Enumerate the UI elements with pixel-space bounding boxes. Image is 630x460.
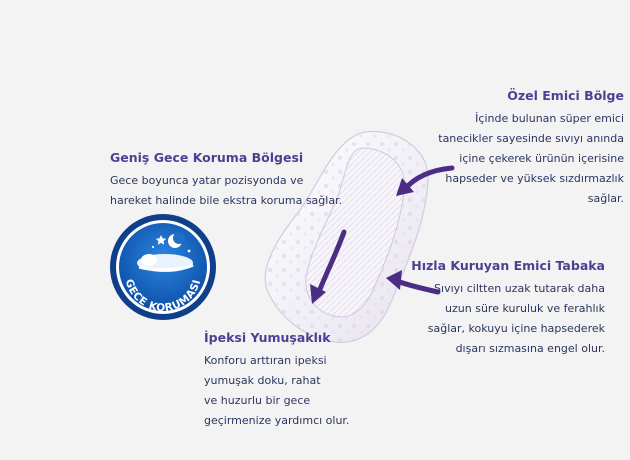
- feature-ozel-emici: [404, 88, 624, 209]
- feature-line: dışarı sızmasına engel olur.: [455, 342, 605, 355]
- feature-line: Gece boyunca yatar pozisyonda ve: [110, 174, 304, 187]
- feature-line: yumuşak doku, rahat: [204, 374, 321, 387]
- badge-text: GECE KORUMASI: [122, 277, 204, 315]
- feature-line: Konforu arttıran ipeksi: [204, 354, 327, 367]
- feature-line: tanecikler sayesinde sıvıyı anında: [438, 132, 624, 145]
- feature-title: İpeksi Yumuşaklık: [204, 330, 331, 345]
- feature-line: içine çekerek ürünün içerisine: [459, 152, 624, 165]
- sleeping-person-icon: [137, 254, 193, 272]
- feature-line: hapseder ve yüksek sızdırmazlık: [445, 172, 624, 185]
- feature-line: sağlar.: [587, 192, 624, 205]
- feature-line: sağlar, kokuyu içine hapsederek: [427, 322, 605, 335]
- feature-hizli-kuruyan: [385, 258, 605, 359]
- feature-line: ve huzurlu bir gece: [204, 394, 311, 407]
- feature-title: Geniş Gece Koruma Bölgesi: [110, 150, 304, 165]
- feature-line: İçinde bulunan süper emici: [475, 112, 624, 125]
- feature-ipeksi: [204, 330, 404, 431]
- feature-line: uzun süre kuruluk ve ferahlık: [445, 302, 605, 315]
- feature-line: hareket halinde bile ekstra koruma sağlar.: [110, 194, 343, 207]
- feature-gece-koruma: [110, 150, 370, 211]
- gece-korumasi-badge: [109, 213, 217, 321]
- feature-title: Özel Emici Bölge: [507, 88, 624, 103]
- feature-line: Sıvıyı ciltten uzak tutarak daha: [434, 282, 605, 295]
- feature-line: geçirmenize yardımcı olur.: [204, 414, 350, 427]
- feature-title: Hızla Kuruyan Emici Tabaka: [411, 258, 605, 273]
